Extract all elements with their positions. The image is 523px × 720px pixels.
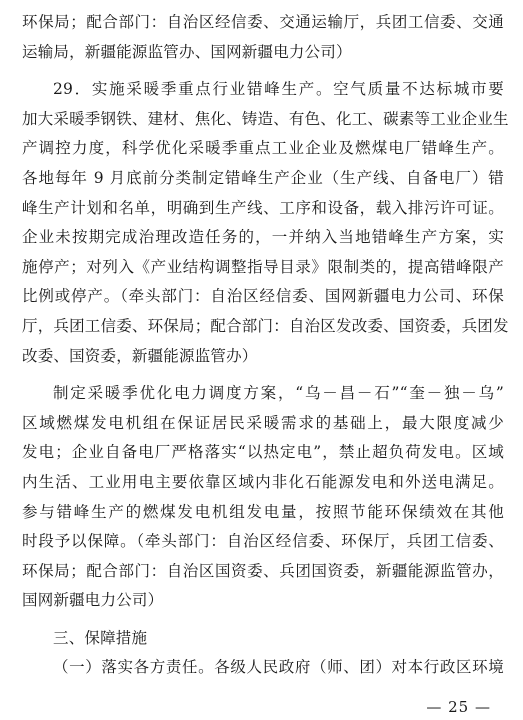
text-line: 时段予以保障。（牵头部门：自治区经信委、环保厅，兵团工信委、	[22, 532, 504, 551]
text-line: 产调控力度，科学优化采暖季重点工业企业及燃煤电厂错峰生产。	[22, 139, 504, 158]
text-line: 环保局；配合部门：自治区国资委、兵团国资委，新疆能源监管办，	[22, 561, 504, 580]
page-number: — 25 —	[426, 698, 491, 716]
section-heading: 三、保障措施	[53, 628, 148, 647]
text-line: 改委、国资委，新疆能源监管办）	[22, 346, 258, 365]
text-line: 企业未按期完成治理改造任务的，一并纳入当地错峰生产方案，实	[22, 228, 504, 247]
text-line: 国网新疆电力公司）	[22, 591, 164, 610]
text-line: 施停产；对列入《产业结构调整指导目录》限制类的，提高错峰限产	[22, 257, 504, 276]
text-line: 环保局；配合部门：自治区经信委、交通运输厅，兵团工信委、交通	[22, 13, 504, 31]
subsection-heading-line: （一）落实各方责任。各级人民政府（师、团）对本行政区环境	[53, 658, 504, 677]
text-line: 区域燃煤发电机组在保证居民采暖需求的基础上，最大限度减少	[22, 413, 504, 432]
text-line: 发电；企业自备电厂严格落实“以热定电”，禁止超负荷发电。区域	[22, 443, 504, 462]
text-line: 比例或停产。（牵头部门：自治区经信委、国网新疆电力公司、环保	[22, 287, 504, 306]
text-line: 加大采暖季钢铁、建材、焦化、铸造、有色、化工、碳素等工业企业生	[22, 109, 509, 128]
paragraph-29-heading-line: 29．实施采暖季重点行业错峰生产。空气质量不达标城市要	[53, 80, 504, 99]
document-page	[22, 8, 509, 683]
text-line: 各地每年 9 月底前分类制定错峰生产企业（生产线、自备电厂）错	[22, 168, 504, 187]
paragraph-start-line: 制定采暖季优化电力调度方案，“乌－昌－石”“奎－独－乌”	[53, 384, 504, 403]
text-line: 参与错峰生产的燃煤发电机组发电量，按照节能环保绩效在其他	[22, 502, 504, 521]
text-line: 厅，兵团工信委、环保局；配合部门：自治区发改委、国资委，兵团发	[22, 316, 509, 335]
text-line: 运输局，新疆能源监管办、国网新疆电力公司）	[22, 42, 352, 61]
text-line: 内生活、工业用电主要依靠区域内非化石能源发电和外送电满足。	[22, 472, 504, 491]
text-line: 峰生产计划和名单，明确到生产线、工序和设备，载入排污许可证。	[22, 198, 504, 217]
